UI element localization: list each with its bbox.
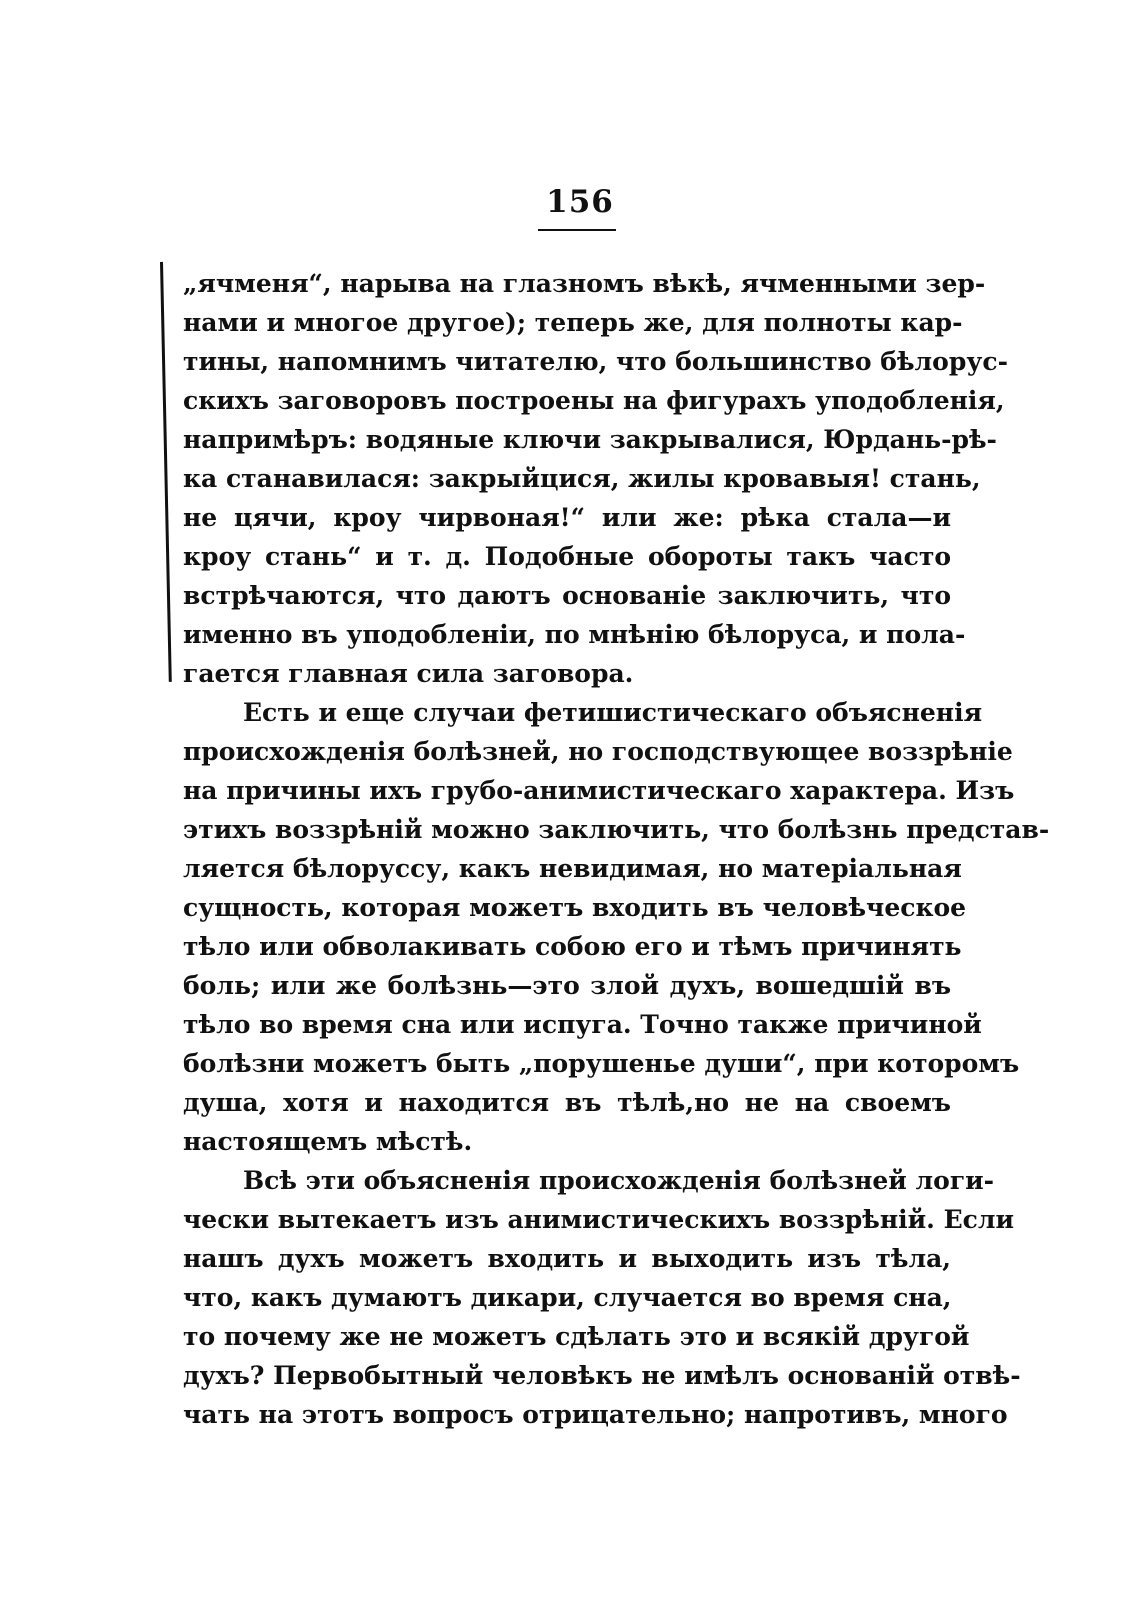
text-line: напримѣръ: водяные ключи закрывалися, Юрдань-рѣ-: [183, 425, 997, 454]
text-line: боль; или же болѣзнь—это злой духъ, вошедшій въ: [183, 971, 951, 1000]
text-line: встрѣчаются, что даютъ основаніе заключить, что: [183, 581, 951, 610]
text-line: именно въ уподобленіи, по мнѣнію бѣлоруса, и пола-: [183, 620, 966, 649]
text-line: тины, напомнимъ читателю, что большинство бѣлорус-: [183, 347, 1008, 376]
text-line: то почему же не можетъ сдѣлать это и всякій другой: [183, 1322, 970, 1351]
text-line: духъ? Первобытный человѣкъ не имѣлъ основаній отвѣ-: [183, 1361, 1021, 1390]
text-line: настоящемъ мѣстѣ.: [183, 1127, 473, 1156]
text-line: нашъ духъ можетъ входить и выходить изъ тѣла,: [183, 1244, 951, 1273]
text-line: тѣло или обволакивать собою его и тѣмъ причинять: [183, 932, 962, 961]
text-line: что, какъ думаютъ дикари, случается во время сна,: [183, 1283, 952, 1312]
paragraph-1: [183, 264, 1008, 693]
text-line: нами и многое другое); теперь же, для полноты кар-: [183, 308, 963, 337]
text-line: ка станавилася: закрыйцися, жилы кровавыя! стань,: [183, 464, 981, 493]
text-line: происхожденія болѣзней, но господствующее воззрѣніе: [183, 737, 1013, 766]
text-line: Есть и еще случаи фетишистическаго объясненія: [243, 698, 983, 727]
text-line: чать на этотъ вопросъ отрицательно; напротивъ, много: [183, 1400, 1008, 1429]
page-number: 156: [546, 184, 614, 220]
text-line: не цячи, кроу чирвоная!“ или же: рѣка стала—и: [183, 503, 951, 532]
text-line: гается главная сила заговора.: [183, 659, 634, 688]
text-line: душа, хотя и находится въ тѣлѣ,но не на своемъ: [183, 1088, 951, 1117]
margin-line-mark: [160, 262, 172, 682]
text-line: тѣло во время сна или испуга. Точно также причиной: [183, 1010, 982, 1039]
paragraph-3: [183, 1161, 1021, 1434]
text-line: Всѣ эти объясненія происхожденія болѣзней логи-: [243, 1166, 995, 1195]
text-line: болѣзни можетъ быть „порушенье души“, при которомъ: [183, 1049, 1020, 1078]
text-line: кроу стань“ и т. д. Подобные обороты такъ часто: [183, 542, 951, 571]
body-text: [183, 264, 1050, 1434]
text-line: на причины ихъ грубо-анимистическаго характера. Изъ: [183, 776, 1015, 805]
text-line: скихъ заговоровъ построены на фигурахъ уподобленія,: [183, 386, 1005, 415]
text-line: этихъ воззрѣній можно заключить, что болѣзнь представ-: [183, 815, 1050, 844]
paragraph-2: [183, 693, 1050, 1161]
page-number-underline: [538, 229, 616, 231]
text-line: ляется бѣлоруссу, какъ невидимая, но матеріальная: [183, 854, 962, 883]
text-line: сущность, которая можетъ входить въ человѣческое: [183, 893, 967, 922]
text-line: чески вытекаетъ изъ анимистическихъ воззрѣній. Если: [183, 1205, 1015, 1234]
text-line: „ячменя“, нарыва на глазномъ вѣкѣ, ячменными зер-: [183, 269, 986, 298]
